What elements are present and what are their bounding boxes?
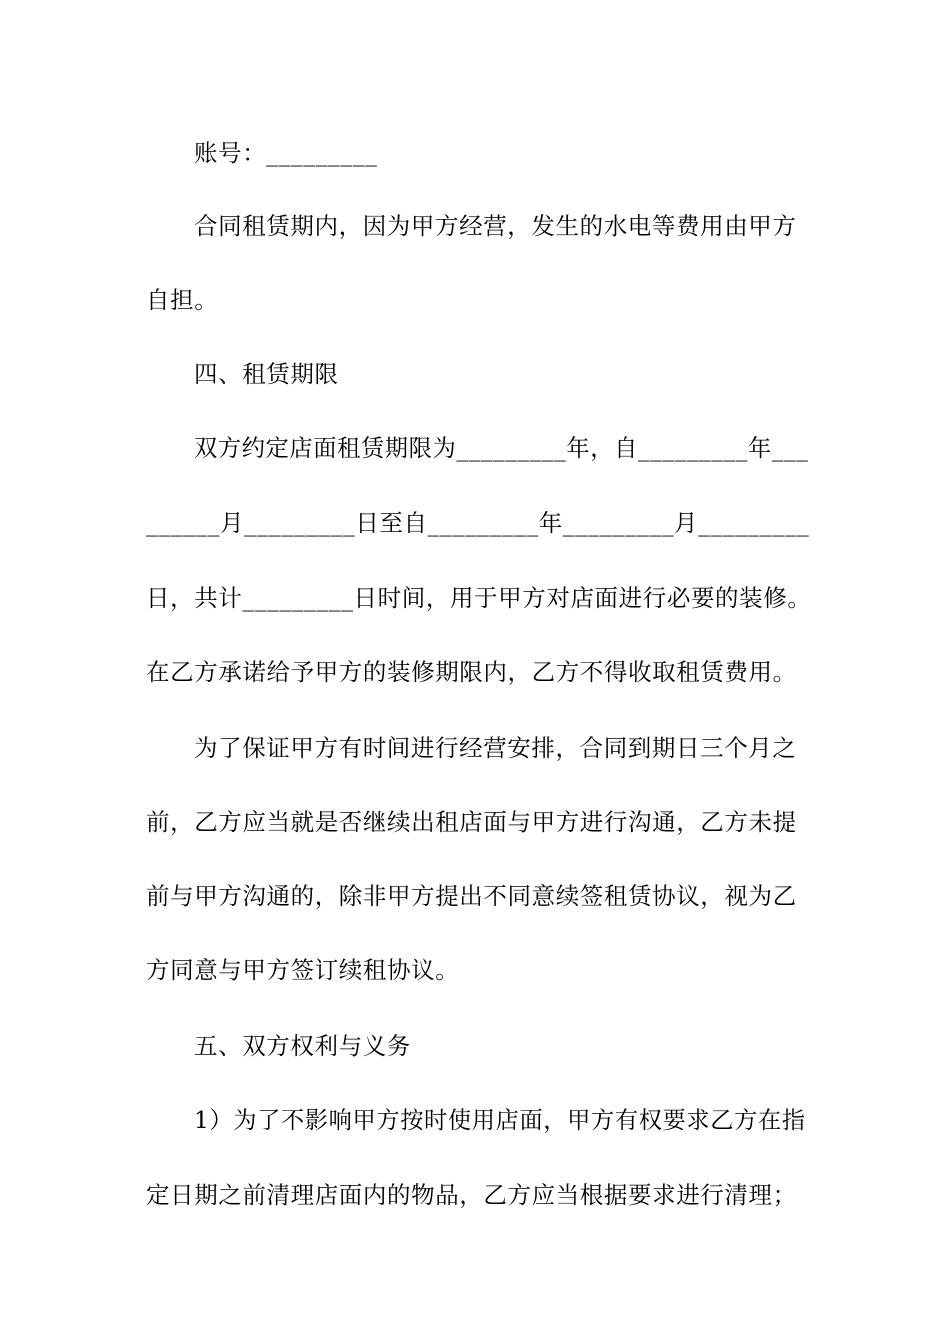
paragraph-line: 前与甲方沟通的，除非甲方提出不同意续签租赁协议，视为乙 xyxy=(146,882,797,910)
paragraph-line: 自担。 xyxy=(146,286,219,314)
paragraph-line: ______月_________日至自_________年_________月_________ xyxy=(146,509,810,537)
paragraph-line: 1）为了不影响甲方按时使用店面，甲方有权要求乙方在指 xyxy=(194,1107,806,1134)
paragraph-line: 日，共计_________日时间，用于甲方对店面进行必要的装修。 xyxy=(146,584,812,612)
paragraph-line: 定日期之前清理店面内的物品，乙方应当根据要求进行清理； xyxy=(146,1181,797,1209)
account-line: 账号：_________ xyxy=(194,139,378,167)
paragraph-line: 双方约定店面租赁期限为_________年，自_________年___ xyxy=(194,435,809,462)
section-heading: 五、双方权利与义务 xyxy=(194,1032,411,1060)
paragraph-line: 方同意与甲方签订续租协议。 xyxy=(146,956,460,984)
paragraph-line: 合同租赁期内，因为甲方经营，发生的水电等费用由甲方 xyxy=(194,212,797,240)
paragraph-line: 在乙方承诺给予甲方的装修期限内，乙方不得收取租赁费用。 xyxy=(146,658,797,686)
paragraph-line: 前，乙方应当就是否继续出租店面与甲方进行沟通，乙方未提 xyxy=(146,808,797,836)
paragraph-line: 为了保证甲方有时间进行经营安排，合同到期日三个月之 xyxy=(194,734,797,762)
section-heading: 四、租赁期限 xyxy=(194,360,339,388)
